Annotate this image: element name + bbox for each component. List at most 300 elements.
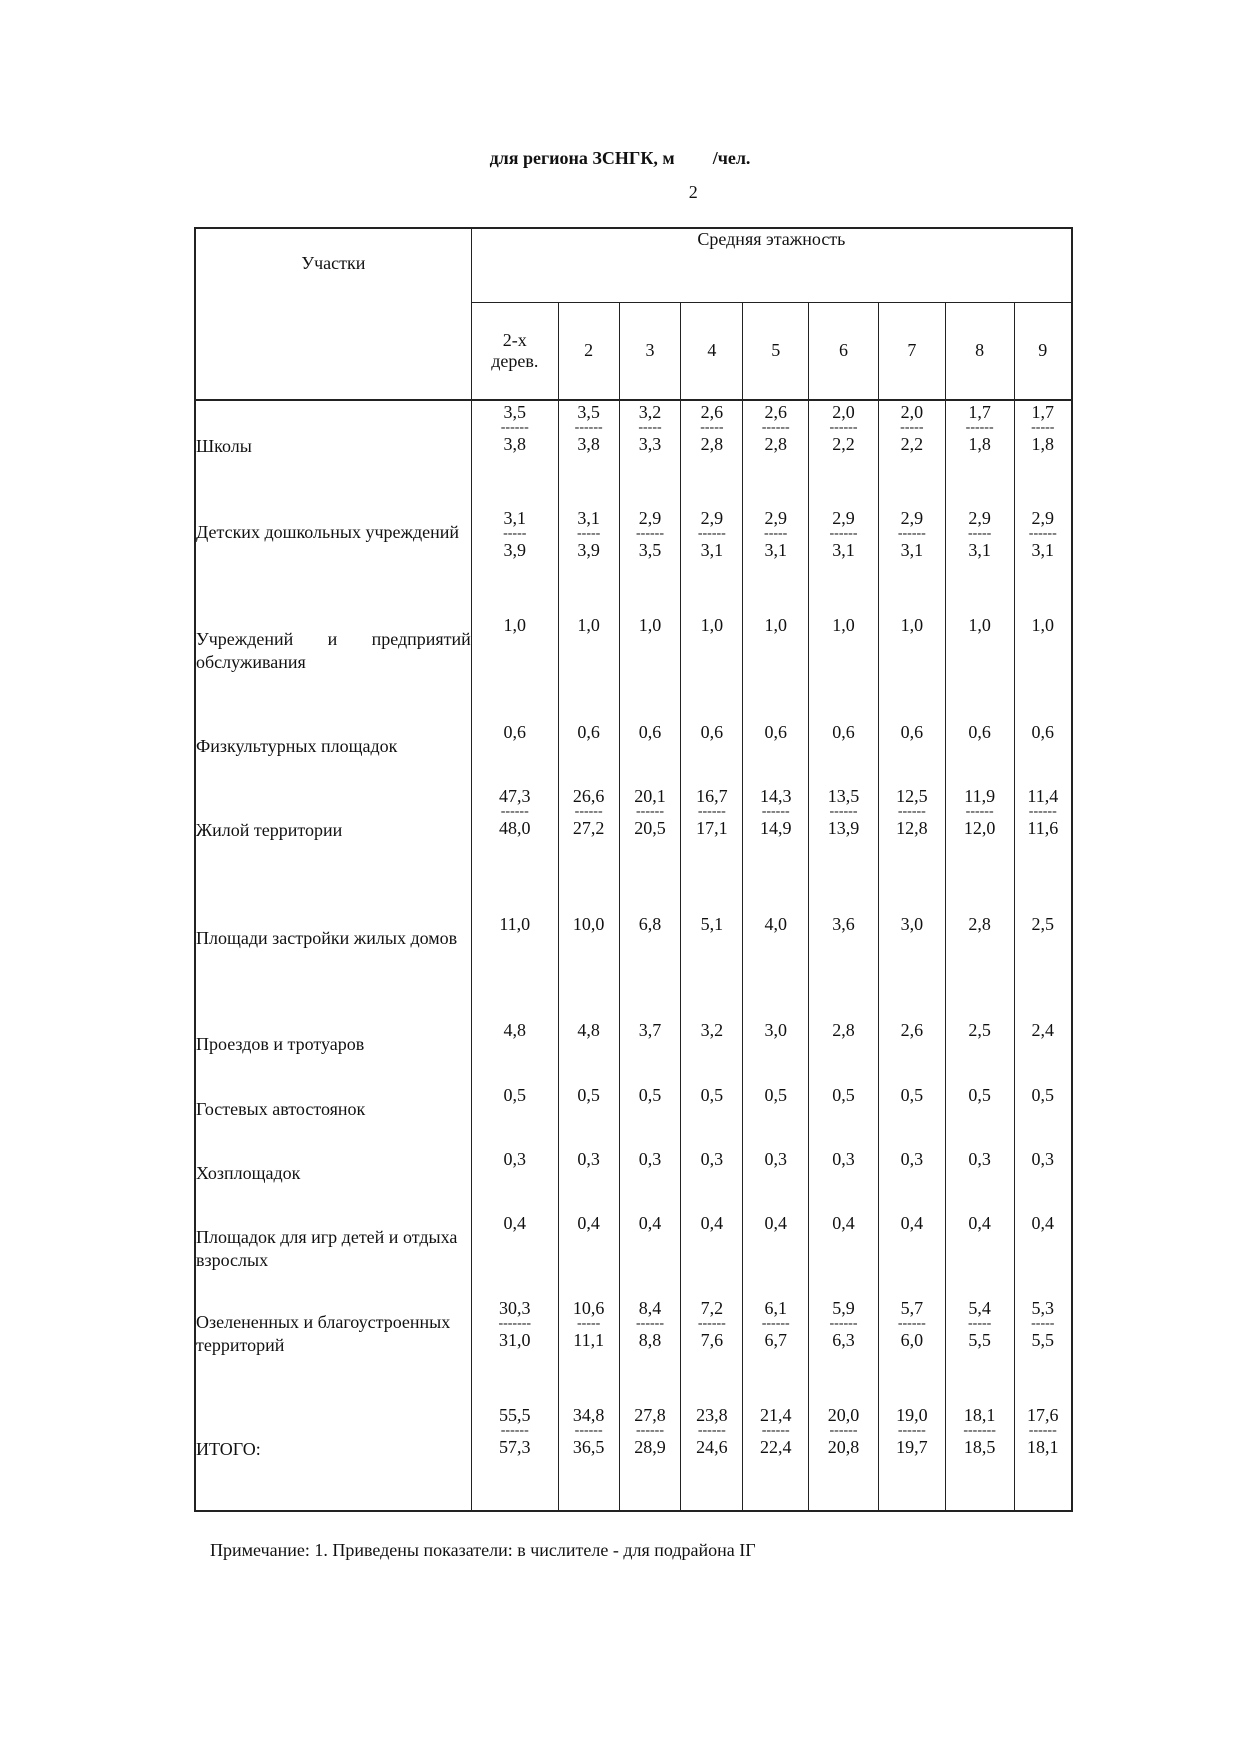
fraction-line: ------ bbox=[1028, 1423, 1057, 1439]
value-cell bbox=[809, 1297, 879, 1404]
numerator: 0,4 bbox=[968, 1213, 991, 1234]
value-cell bbox=[1014, 1148, 1072, 1212]
value-cell bbox=[1014, 507, 1072, 614]
denominator: 27,2 bbox=[572, 817, 605, 838]
denominator: 36,5 bbox=[572, 1437, 605, 1458]
value-cell bbox=[471, 507, 558, 614]
numerator: 0,6 bbox=[764, 721, 787, 742]
numerator: 0,5 bbox=[503, 1084, 527, 1105]
numerator: 19,0 bbox=[896, 1405, 928, 1426]
numerator: 2,9 bbox=[900, 507, 924, 528]
value-cell bbox=[558, 400, 619, 507]
fraction-line: ------ bbox=[829, 1316, 858, 1332]
numerator: 0,5 bbox=[700, 1084, 724, 1105]
numerator: 1,0 bbox=[900, 614, 924, 635]
denominator: 11,6 bbox=[1027, 817, 1059, 838]
table-title bbox=[0, 148, 1240, 202]
data-table bbox=[194, 227, 1073, 1512]
value-cell bbox=[809, 614, 879, 721]
numerator: 0,3 bbox=[1031, 1148, 1055, 1169]
fraction-line: ------ bbox=[636, 1316, 664, 1332]
value-cell bbox=[878, 913, 945, 1020]
numerator: 4,0 bbox=[764, 913, 787, 934]
numerator: 2,6 bbox=[700, 402, 724, 423]
value-cell bbox=[619, 507, 681, 614]
numerator: 21,4 bbox=[759, 1405, 792, 1426]
value-cell bbox=[619, 1404, 681, 1511]
numerator: 3,2 bbox=[638, 402, 662, 423]
fraction-line: ------ bbox=[897, 1316, 926, 1332]
numerator: 3,1 bbox=[577, 507, 600, 528]
value-cell bbox=[809, 785, 879, 913]
value-cell bbox=[471, 721, 558, 785]
numerator: 14,3 bbox=[759, 785, 792, 806]
numerator: 0,6 bbox=[577, 721, 600, 742]
header-floor-0: 2-х дерев. bbox=[471, 302, 558, 400]
value-cell bbox=[945, 1148, 1014, 1212]
numerator: 2,0 bbox=[832, 402, 855, 423]
value-cell bbox=[809, 507, 879, 614]
denominator: 3,8 bbox=[577, 434, 600, 455]
value-cell bbox=[743, 913, 809, 1020]
value-cell bbox=[619, 913, 681, 1020]
numerator: 0,6 bbox=[832, 721, 855, 742]
value-cell bbox=[1014, 614, 1072, 721]
denominator: 57,3 bbox=[499, 1437, 531, 1458]
denominator: 5,5 bbox=[1031, 1330, 1055, 1351]
value-cell bbox=[1014, 785, 1072, 913]
denominator: 2,8 bbox=[764, 434, 787, 455]
numerator: 0,6 bbox=[1031, 721, 1055, 742]
fraction-line: ------ bbox=[965, 803, 994, 819]
value-cell bbox=[878, 1212, 945, 1297]
denominator: 19,7 bbox=[896, 1437, 928, 1458]
numerator: 3,0 bbox=[900, 913, 924, 934]
numerator: 13,5 bbox=[827, 785, 860, 806]
value-cell bbox=[558, 721, 619, 785]
denominator: 2,2 bbox=[900, 434, 924, 455]
fraction-line: ----- bbox=[577, 525, 601, 541]
denominator: 3,1 bbox=[832, 539, 855, 560]
denominator: 17,1 bbox=[696, 817, 728, 838]
numerator: 0,4 bbox=[832, 1213, 855, 1234]
numerator: 34,8 bbox=[572, 1405, 605, 1426]
numerator: 55,5 bbox=[499, 1405, 531, 1426]
numerator: 1,0 bbox=[1031, 614, 1055, 635]
numerator: 7,2 bbox=[700, 1298, 724, 1319]
numerator: 2,4 bbox=[1031, 1020, 1055, 1041]
fraction-line: ------ bbox=[897, 803, 926, 819]
fraction-line: ------ bbox=[697, 1316, 726, 1332]
denominator: 3,5 bbox=[638, 539, 662, 560]
value-cell bbox=[558, 507, 619, 614]
fraction-line: ------ bbox=[829, 803, 858, 819]
table-row bbox=[195, 1297, 1072, 1404]
numerator: 0,6 bbox=[638, 721, 662, 742]
fraction-line: ------ bbox=[500, 420, 529, 436]
header-floor-7: 8 bbox=[945, 302, 1014, 400]
value-cell bbox=[681, 507, 743, 614]
fraction-line: ----- bbox=[900, 420, 924, 436]
row-label: Озелененных и благоустроенных территорий bbox=[195, 1297, 471, 1404]
fraction-line: ----- bbox=[1031, 420, 1055, 436]
fraction-line: ----- bbox=[503, 525, 527, 541]
numerator: 11,4 bbox=[1027, 785, 1059, 806]
value-cell bbox=[471, 1404, 558, 1511]
header-floor-8: 9 bbox=[1014, 302, 1072, 400]
row-label: Площади застройки жилых домов bbox=[195, 913, 471, 1020]
table-row bbox=[195, 1404, 1072, 1511]
numerator: 0,3 bbox=[577, 1148, 600, 1169]
value-cell bbox=[878, 1404, 945, 1511]
value-cell bbox=[471, 1148, 558, 1212]
denominator: 2,8 bbox=[700, 434, 724, 455]
fraction-line: ------ bbox=[829, 525, 858, 541]
denominator: 18,5 bbox=[963, 1437, 996, 1458]
numerator: 1,0 bbox=[577, 614, 600, 635]
row-label: Жилой территории bbox=[195, 785, 471, 913]
footnote: Примечание: 1. Приведены показатели: в числителе - для подрайона IГ bbox=[210, 1540, 756, 1560]
numerator: 0,4 bbox=[638, 1213, 662, 1234]
value-cell bbox=[743, 1212, 809, 1297]
value-cell bbox=[619, 721, 681, 785]
fraction-line: ------ bbox=[574, 803, 603, 819]
denominator: 3,1 bbox=[764, 539, 787, 560]
value-cell bbox=[809, 1212, 879, 1297]
numerator: 0,4 bbox=[1031, 1213, 1055, 1234]
value-cell bbox=[558, 1019, 619, 1083]
value-cell bbox=[681, 1019, 743, 1083]
value-cell bbox=[945, 614, 1014, 721]
numerator: 0,3 bbox=[900, 1148, 924, 1169]
fraction-line: ------ bbox=[500, 803, 529, 819]
denominator: 24,6 bbox=[696, 1437, 728, 1458]
denominator: 5,5 bbox=[968, 1330, 991, 1351]
numerator: 0,5 bbox=[900, 1084, 924, 1105]
denominator: 7,6 bbox=[700, 1330, 724, 1351]
fraction-line: ----- bbox=[638, 420, 662, 436]
value-cell bbox=[681, 1148, 743, 1212]
numerator: 0,4 bbox=[577, 1213, 600, 1234]
denominator: 48,0 bbox=[499, 817, 531, 838]
numerator: 1,0 bbox=[832, 614, 855, 635]
value-cell bbox=[619, 1212, 681, 1297]
table-row bbox=[195, 614, 1072, 721]
value-cell bbox=[743, 1019, 809, 1083]
table-row bbox=[195, 785, 1072, 913]
value-cell bbox=[558, 1084, 619, 1148]
value-cell bbox=[945, 785, 1014, 913]
numerator: 3,5 bbox=[577, 402, 600, 423]
numerator: 2,9 bbox=[968, 507, 991, 528]
denominator: 11,1 bbox=[573, 1330, 605, 1351]
value-cell bbox=[1014, 1404, 1072, 1511]
denominator: 3,3 bbox=[638, 434, 662, 455]
header-floor-4: 5 bbox=[743, 302, 809, 400]
row-label: Школы bbox=[195, 400, 471, 507]
numerator: 5,1 bbox=[700, 913, 724, 934]
denominator: 6,7 bbox=[764, 1330, 787, 1351]
denominator: 8,8 bbox=[638, 1330, 662, 1351]
value-cell bbox=[1014, 721, 1072, 785]
header-floor-1: 2 bbox=[558, 302, 619, 400]
denominator: 3,1 bbox=[700, 539, 724, 560]
value-cell bbox=[878, 614, 945, 721]
value-cell bbox=[809, 1019, 879, 1083]
value-cell bbox=[809, 1404, 879, 1511]
numerator: 2,6 bbox=[764, 402, 787, 423]
numerator: 0,3 bbox=[503, 1148, 527, 1169]
value-cell bbox=[681, 1297, 743, 1404]
value-cell bbox=[681, 614, 743, 721]
value-cell bbox=[619, 1019, 681, 1083]
value-cell bbox=[558, 1404, 619, 1511]
numerator: 3,7 bbox=[638, 1020, 662, 1041]
numerator: 0,6 bbox=[700, 721, 724, 742]
numerator: 6,1 bbox=[764, 1298, 787, 1319]
numerator: 0,5 bbox=[638, 1084, 662, 1105]
numerator: 10,6 bbox=[572, 1298, 605, 1319]
denominator: 20,5 bbox=[634, 817, 666, 838]
numerator: 12,5 bbox=[896, 785, 928, 806]
value-cell bbox=[1014, 1212, 1072, 1297]
numerator: 2,9 bbox=[1031, 507, 1055, 528]
value-cell bbox=[558, 785, 619, 913]
numerator: 18,1 bbox=[963, 1405, 996, 1426]
value-cell bbox=[878, 507, 945, 614]
table-row bbox=[195, 1084, 1072, 1148]
table-row bbox=[195, 1212, 1072, 1297]
value-cell bbox=[1014, 1084, 1072, 1148]
value-cell bbox=[945, 1297, 1014, 1404]
numerator: 4,8 bbox=[503, 1020, 527, 1041]
value-cell bbox=[558, 1297, 619, 1404]
value-cell bbox=[471, 913, 558, 1020]
numerator: 2,0 bbox=[900, 402, 924, 423]
value-cell bbox=[743, 1148, 809, 1212]
value-cell bbox=[471, 1297, 558, 1404]
numerator: 4,8 bbox=[577, 1020, 600, 1041]
fraction-line: ------ bbox=[761, 420, 790, 436]
value-cell bbox=[878, 1297, 945, 1404]
denominator: 3,1 bbox=[968, 539, 991, 560]
numerator: 0,3 bbox=[968, 1148, 991, 1169]
row-label: Площадок для игр детей и отдыха взрослых bbox=[195, 1212, 471, 1297]
header-floor-6: 7 bbox=[878, 302, 945, 400]
numerator: 8,4 bbox=[638, 1298, 662, 1319]
numerator: 6,8 bbox=[638, 913, 662, 934]
numerator: 2,8 bbox=[968, 913, 991, 934]
table-row bbox=[195, 1148, 1072, 1212]
fraction-line: ------ bbox=[761, 1316, 790, 1332]
header-floors-group: Средняя этажность bbox=[471, 228, 1072, 302]
header-floor-5: 6 bbox=[809, 302, 879, 400]
numerator: 2,9 bbox=[638, 507, 662, 528]
title-suffix: /чел. bbox=[712, 148, 751, 168]
title-superscript: 2 bbox=[688, 182, 698, 202]
value-cell bbox=[945, 1084, 1014, 1148]
numerator: 0,3 bbox=[832, 1148, 855, 1169]
fraction-line: ------- bbox=[498, 1316, 532, 1332]
value-cell bbox=[878, 400, 945, 507]
denominator: 18,1 bbox=[1027, 1437, 1059, 1458]
fraction-line: ----- bbox=[764, 525, 788, 541]
numerator: 20,0 bbox=[827, 1405, 860, 1426]
denominator: 6,0 bbox=[900, 1330, 924, 1351]
fraction-line: ------ bbox=[761, 1423, 790, 1439]
denominator: 12,8 bbox=[896, 817, 928, 838]
denominator: 14,9 bbox=[759, 817, 792, 838]
numerator: 3,5 bbox=[503, 402, 526, 423]
row-label: Проездов и тротуаров bbox=[195, 1019, 471, 1083]
numerator: 2,8 bbox=[832, 1020, 855, 1041]
value-cell bbox=[471, 1019, 558, 1083]
table-row bbox=[195, 721, 1072, 785]
numerator: 0,4 bbox=[764, 1213, 787, 1234]
numerator: 0,6 bbox=[968, 721, 991, 742]
value-cell bbox=[945, 1019, 1014, 1083]
header-sections: Участки bbox=[195, 228, 471, 400]
numerator: 0,5 bbox=[1031, 1084, 1055, 1105]
numerator: 2,9 bbox=[764, 507, 787, 528]
numerator: 3,6 bbox=[832, 913, 855, 934]
fraction-line: ----- bbox=[577, 1316, 601, 1332]
value-cell bbox=[619, 614, 681, 721]
numerator: 1,0 bbox=[638, 614, 662, 635]
value-cell bbox=[809, 1148, 879, 1212]
table-row bbox=[195, 1019, 1072, 1083]
row-label: Детских дошкольных учреждений bbox=[195, 507, 471, 614]
row-label: Физкультурных площадок bbox=[195, 721, 471, 785]
value-cell bbox=[1014, 400, 1072, 507]
numerator: 10,0 bbox=[572, 913, 605, 934]
denominator: 3,9 bbox=[577, 539, 600, 560]
value-cell bbox=[945, 507, 1014, 614]
value-cell bbox=[878, 1084, 945, 1148]
value-cell bbox=[681, 1212, 743, 1297]
title-text: для региона ЗСНГК, м bbox=[489, 148, 675, 168]
numerator: 0,5 bbox=[577, 1084, 600, 1105]
numerator: 1,0 bbox=[503, 614, 527, 635]
value-cell bbox=[809, 400, 879, 507]
numerator: 0,5 bbox=[764, 1084, 787, 1105]
fraction-line: ------ bbox=[761, 803, 790, 819]
value-cell bbox=[743, 1404, 809, 1511]
fraction-line: ------- bbox=[963, 1423, 996, 1439]
numerator: 47,3 bbox=[499, 785, 531, 806]
value-cell bbox=[743, 400, 809, 507]
numerator: 2,5 bbox=[968, 1020, 991, 1041]
row-label: Гостевых автостоянок bbox=[195, 1084, 471, 1148]
numerator: 3,2 bbox=[700, 1020, 724, 1041]
fraction-line: ------ bbox=[697, 1423, 726, 1439]
value-cell bbox=[945, 1212, 1014, 1297]
denominator: 3,9 bbox=[503, 539, 527, 560]
row-label: Хозплощадок bbox=[195, 1148, 471, 1212]
numerator: 5,9 bbox=[832, 1298, 855, 1319]
denominator: 3,1 bbox=[900, 539, 924, 560]
numerator: 2,9 bbox=[700, 507, 724, 528]
value-cell bbox=[809, 913, 879, 1020]
value-cell bbox=[809, 721, 879, 785]
value-cell bbox=[878, 785, 945, 913]
value-cell bbox=[1014, 913, 1072, 1020]
value-cell bbox=[945, 721, 1014, 785]
numerator: 0,3 bbox=[764, 1148, 787, 1169]
value-cell bbox=[681, 913, 743, 1020]
numerator: 1,7 bbox=[1031, 402, 1055, 423]
value-cell bbox=[743, 614, 809, 721]
table-row bbox=[195, 400, 1072, 507]
numerator: 3,1 bbox=[503, 507, 527, 528]
fraction-line: ------ bbox=[500, 1423, 529, 1439]
fraction-line: ----- bbox=[700, 420, 724, 436]
value-cell bbox=[558, 614, 619, 721]
fraction-line: ------ bbox=[574, 1423, 603, 1439]
fraction-line: ------ bbox=[636, 525, 664, 541]
numerator: 1,0 bbox=[968, 614, 991, 635]
fraction-line: ------ bbox=[697, 803, 726, 819]
numerator: 2,9 bbox=[832, 507, 855, 528]
numerator: 0,5 bbox=[832, 1084, 855, 1105]
table-row bbox=[195, 507, 1072, 614]
value-cell bbox=[619, 785, 681, 913]
value-cell bbox=[743, 1084, 809, 1148]
value-cell bbox=[471, 400, 558, 507]
fraction-line: ------ bbox=[829, 420, 858, 436]
value-cell bbox=[945, 913, 1014, 1020]
numerator: 0,4 bbox=[900, 1213, 924, 1234]
denominator: 1,8 bbox=[968, 434, 991, 455]
numerator: 5,3 bbox=[1031, 1298, 1055, 1319]
value-cell bbox=[681, 721, 743, 785]
row-label: Учреждений и предприятий обслуживания bbox=[195, 614, 471, 721]
denominator: 13,9 bbox=[827, 817, 860, 838]
fraction-line: ----- bbox=[1031, 1316, 1055, 1332]
value-cell bbox=[558, 1148, 619, 1212]
fraction-line: ------ bbox=[636, 1423, 664, 1439]
denominator: 12,0 bbox=[963, 817, 996, 838]
fraction-line: ------ bbox=[1028, 803, 1057, 819]
numerator: 11,9 bbox=[964, 785, 996, 806]
fraction-line: ------ bbox=[965, 420, 994, 436]
denominator: 22,4 bbox=[759, 1437, 792, 1458]
header-floor-2: 3 bbox=[619, 302, 681, 400]
header-floor-3: 4 bbox=[681, 302, 743, 400]
value-cell bbox=[558, 1212, 619, 1297]
numerator: 1,0 bbox=[700, 614, 724, 635]
value-cell bbox=[743, 785, 809, 913]
denominator: 3,8 bbox=[503, 434, 526, 455]
denominator: 1,8 bbox=[1031, 434, 1055, 455]
numerator: 26,6 bbox=[572, 785, 605, 806]
numerator: 2,5 bbox=[1031, 913, 1055, 934]
value-cell bbox=[878, 1148, 945, 1212]
value-cell bbox=[471, 1084, 558, 1148]
value-cell bbox=[743, 1297, 809, 1404]
value-cell bbox=[619, 1084, 681, 1148]
fraction-line: ------ bbox=[1028, 525, 1057, 541]
numerator: 30,3 bbox=[499, 1298, 531, 1319]
fraction-line: ----- bbox=[968, 525, 992, 541]
fraction-line: ------ bbox=[636, 803, 664, 819]
value-cell bbox=[945, 1404, 1014, 1511]
value-cell bbox=[619, 400, 681, 507]
numerator: 17,6 bbox=[1027, 1405, 1059, 1426]
denominator: 2,2 bbox=[832, 434, 855, 455]
value-cell bbox=[878, 721, 945, 785]
numerator: 2,6 bbox=[900, 1020, 924, 1041]
